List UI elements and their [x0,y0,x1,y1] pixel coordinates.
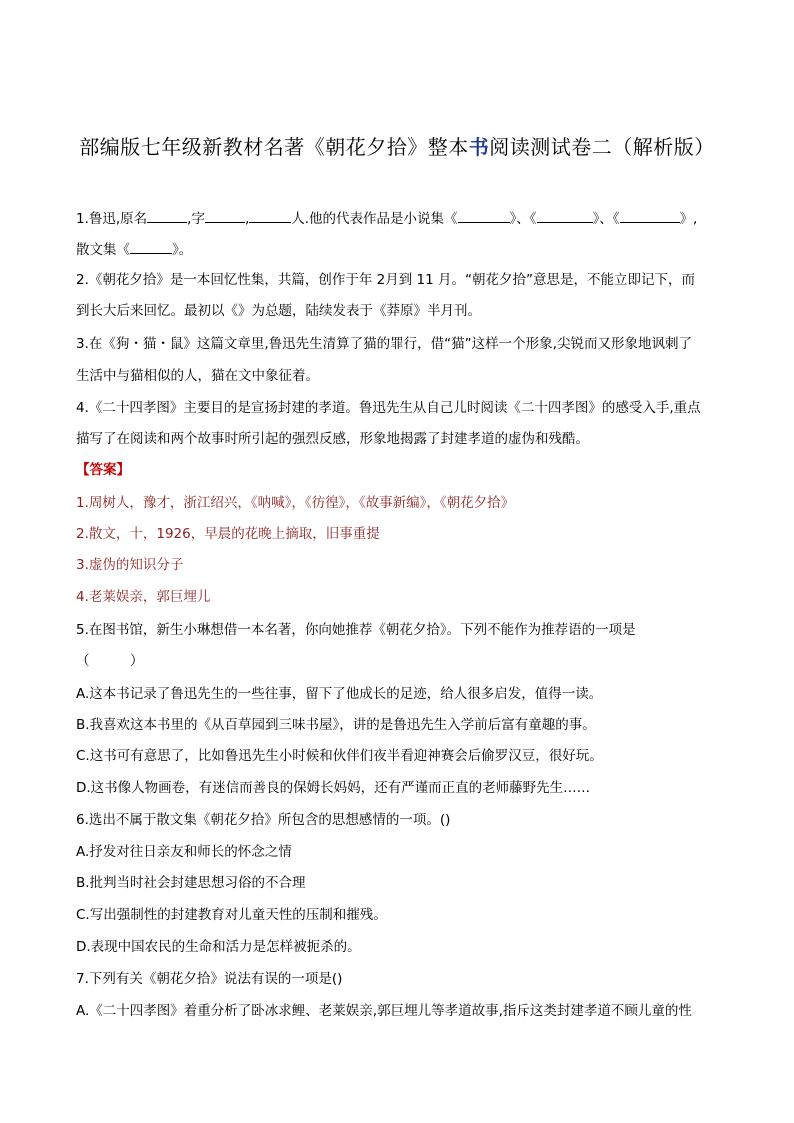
question-3-line-2: 生活中与猫相似的人，猫在文中象征着。 [76,368,319,384]
blank-novel-2 [537,208,593,223]
blank-courtesy-name [205,208,245,223]
answer-3: 3.虚伪的知识分子 [76,557,184,573]
question-5-bracket: （ ） [76,653,144,669]
blank-novel-3 [620,208,680,223]
answer-1: 1.周树人，豫才，浙江绍兴，《呐喊》，《彷徨》，《故事新编》，《朝花夕拾》 [76,495,515,511]
question-3-line-1: 3.在《狗・猫・鼠》这篇文章里,鲁迅先生清算了猫的罪行，借“猫”这样一个形象,尖锐而又形象地讽刺了 [76,336,692,352]
answer-2: 2.散文，十，1926，早晨的花晚上摘取，旧事重提 [76,526,380,542]
question-6-option-c: C.写出强制性的封建教育对儿童天性的压制和摧残。 [76,907,387,923]
blank-prose-collection [130,239,172,254]
question-1-line-1: 1.鲁迅,原名 ,字 , 人.他的代表作品是小说集《 》、《 》、《 》, [76,208,697,229]
question-5-option-a: A.这本书记录了鲁迅先生的一些往事，留下了他成长的足迹，给人很多启发，值得一读。 [76,686,603,702]
question-7-option-a: A.《二十四孝图》着重分析了卧冰求鲤、老莱娱亲,郭巨埋儿等孝道故事,指斥这类封建孝道不顾儿童的性 [76,1003,692,1019]
blank-original-name [147,208,187,223]
blank-hometown [249,208,291,223]
question-2-line-1: 2.《朝花夕拾》是一本回忆性集，共篇，创作于年 2月到 11 月。“朝花夕拾”意思是，不能立即记下，而 [76,272,696,288]
question-6-option-b: B.批判当时社会封建思想习俗的不合理 [76,875,306,891]
question-6-option-a: A.抒发对往日亲友和师长的怀念之情 [76,844,292,860]
question-7-stem: 7.下列有关《朝花夕拾》说法有误的一项是() [76,971,343,987]
title-text-shu: 书 [468,135,490,159]
question-5-stem: 5.在图书馆，新生小琳想借一本名著，你向她推荐《朝花夕拾》。下列不能作为推荐语的一项是 [76,622,636,638]
question-4-line-1: 4.《二十四孝图》主要目的是宣扬封建的孝道。鲁迅先生从自己儿时阅读《二十四孝图》的感受入手,重点 [76,400,701,416]
page-title [0,133,794,161]
question-1-line-2: 散文集《 》。 [76,239,192,260]
title-text-post: 阅读测试卷二（解析版） [489,135,715,159]
question-4-line-2: 描写了在阅读和两个故事时所引起的强烈反感，形象地揭露了封建孝道的虚伪和残酷。 [76,431,589,447]
question-2-line-2: 到长大后来回忆。最初以《》为总题，陆续发表于《莽原》半月刊。 [76,303,481,319]
blank-novel-1 [458,208,510,223]
answer-4: 4.老莱娱亲，郭巨埋儿 [76,589,211,605]
question-6-stem: 6.选出不属于散文集《朝花夕拾》所包含的思想感情的一项。() [76,812,451,828]
question-5-option-b: B.我喜欢这本书里的《从百草园到三味书屋》，讲的是鲁迅先生入学前后富有童趣的事。 [76,717,596,733]
question-6-option-d: D.表现中国农民的生命和活力是怎样被扼杀的。 [76,939,361,955]
question-5-option-c: C.这书可有意思了，比如鲁迅先生小时候和伙伴们夜半看迎神赛会后偷罗汉豆，很好玩。 [76,748,603,764]
answer-heading: 【答案】 [76,462,130,478]
question-5-option-d: D.这书像人物画卷，有迷信而善良的保姆长妈妈，还有严谨而正直的老师藤野先生…… [76,780,591,796]
title-text-pre: 部编版七年级新教材名著《朝花夕拾》整本 [79,135,469,159]
